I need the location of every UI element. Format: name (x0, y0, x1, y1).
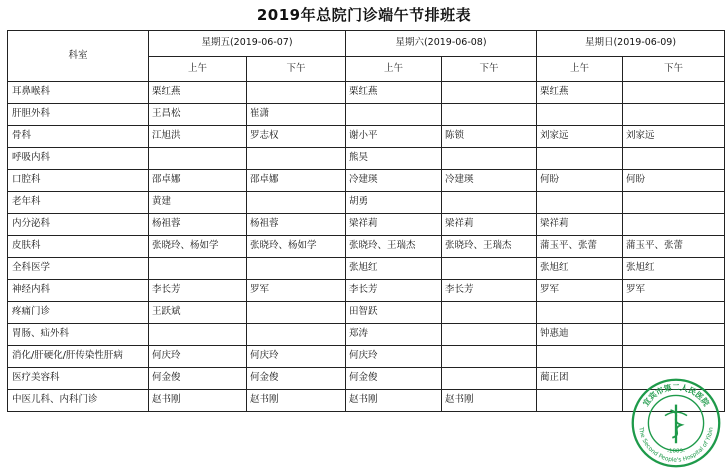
doctor-cell (537, 148, 623, 170)
doctor-cell: 陈锁 (442, 126, 537, 148)
doctor-cell: 张晓玲、杨如学 (247, 236, 346, 258)
doctor-cell (247, 324, 346, 346)
dept-cell: 胃肠、疝外科 (8, 324, 149, 346)
svg-text:-1889-: -1889- (666, 448, 686, 455)
doctor-cell (247, 302, 346, 324)
doctor-cell (623, 192, 725, 214)
doctor-cell (247, 258, 346, 280)
day-header-sunday: 星期日(2019-06-09) (537, 31, 725, 57)
doctor-cell: 王跃斌 (149, 302, 247, 324)
dept-cell: 耳鼻喉科 (8, 82, 149, 104)
table-row (8, 346, 725, 368)
doctor-cell: 谢小平 (346, 126, 442, 148)
doctor-cell: 李长芳 (442, 280, 537, 302)
doctor-cell (623, 214, 725, 236)
doctor-cell: 何庆玲 (149, 346, 247, 368)
doctor-cell (537, 390, 623, 412)
doctor-cell: 邵卓娜 (149, 170, 247, 192)
table-row (8, 192, 725, 214)
doctor-cell: 张晓玲、王瑞杰 (346, 236, 442, 258)
doctor-cell: 罗志权 (247, 126, 346, 148)
dept-cell: 中医儿科、内科门诊 (8, 390, 149, 412)
dept-cell: 皮肤科 (8, 236, 149, 258)
dept-cell: 疼痛门诊 (8, 302, 149, 324)
doctor-cell: 郑涛 (346, 324, 442, 346)
doctor-cell: 何金俊 (346, 368, 442, 390)
doctor-cell: 蒲玉平、张蕾 (623, 236, 725, 258)
doctor-cell (346, 104, 442, 126)
am-header: 上午 (537, 57, 623, 82)
doctor-cell (247, 192, 346, 214)
doctor-cell (442, 192, 537, 214)
doctor-cell (149, 258, 247, 280)
doctor-cell (623, 148, 725, 170)
day-header-friday: 星期五(2019-06-07) (149, 31, 346, 57)
hospital-seal-icon (630, 377, 722, 469)
doctor-cell: 李长芳 (346, 280, 442, 302)
dept-cell: 消化/肝硬化/肝传染性肝病 (8, 346, 149, 368)
day-header-saturday: 星期六(2019-06-08) (346, 31, 537, 57)
doctor-cell: 栗红燕 (346, 82, 442, 104)
doctor-cell: 赵书刚 (247, 390, 346, 412)
doctor-cell (442, 324, 537, 346)
doctor-cell: 何盼 (537, 170, 623, 192)
doctor-cell (537, 302, 623, 324)
doctor-cell (623, 302, 725, 324)
dept-cell: 全科医学 (8, 258, 149, 280)
table-row (8, 126, 725, 148)
doctor-cell: 杨祖蓉 (247, 214, 346, 236)
doctor-cell: 蔺正团 (537, 368, 623, 390)
dept-cell: 老年科 (8, 192, 149, 214)
table-row (8, 258, 725, 280)
doctor-cell (623, 104, 725, 126)
schedule-table (7, 30, 725, 412)
dept-cell: 肝胆外科 (8, 104, 149, 126)
doctor-cell: 罗军 (623, 280, 725, 302)
doctor-cell (537, 346, 623, 368)
doctor-cell (623, 346, 725, 368)
dept-cell: 医疗美容科 (8, 368, 149, 390)
am-header: 上午 (346, 57, 442, 82)
doctor-cell: 冷建瑛 (442, 170, 537, 192)
dept-header: 科室 (8, 31, 149, 82)
am-header: 上午 (149, 57, 247, 82)
doctor-cell: 何金俊 (247, 368, 346, 390)
table-row (8, 214, 725, 236)
doctor-cell (442, 258, 537, 280)
doctor-cell (442, 82, 537, 104)
table-row (8, 104, 725, 126)
header-row-days (8, 31, 725, 57)
doctor-cell: 熊昊 (346, 148, 442, 170)
pm-header: 下午 (247, 57, 346, 82)
doctor-cell: 赵书刚 (442, 390, 537, 412)
dept-cell: 口腔科 (8, 170, 149, 192)
doctor-cell: 梁祥莉 (442, 214, 537, 236)
doctor-cell: 栗红燕 (149, 82, 247, 104)
table-row (8, 82, 725, 104)
doctor-cell: 张晓玲、王瑞杰 (442, 236, 537, 258)
doctor-cell: 江旭洪 (149, 126, 247, 148)
doctor-cell: 梁祥莉 (346, 214, 442, 236)
doctor-cell: 钟惠迪 (537, 324, 623, 346)
table-row (8, 170, 725, 192)
pm-header: 下午 (442, 57, 537, 82)
doctor-cell: 刘家远 (623, 126, 725, 148)
table-row (8, 390, 725, 412)
doctor-cell (442, 148, 537, 170)
doctor-cell: 冷建瑛 (346, 170, 442, 192)
doctor-cell: 赵书刚 (149, 390, 247, 412)
doctor-cell (442, 346, 537, 368)
doctor-cell: 何庆玲 (247, 346, 346, 368)
doctor-cell: 张旭红 (346, 258, 442, 280)
doctor-cell (537, 104, 623, 126)
doctor-cell: 何盼 (623, 170, 725, 192)
table-row (8, 302, 725, 324)
table-row (8, 324, 725, 346)
doctor-cell: 张旭红 (537, 258, 623, 280)
doctor-cell: 栗红燕 (537, 82, 623, 104)
svg-text:The Second People's Hospital o: The Second People's Hospital of Yibin (637, 426, 715, 464)
table-row (8, 280, 725, 302)
pm-header: 下午 (623, 57, 725, 82)
doctor-cell (623, 324, 725, 346)
doctor-cell: 田智跃 (346, 302, 442, 324)
doctor-cell (623, 82, 725, 104)
doctor-cell: 杨祖蓉 (149, 214, 247, 236)
svg-text:宜宾市第二人民医院: 宜宾市第二人民医院 (641, 382, 711, 408)
dept-cell: 呼吸内科 (8, 148, 149, 170)
doctor-cell (442, 368, 537, 390)
doctor-cell: 罗军 (537, 280, 623, 302)
table-row (8, 368, 725, 390)
dept-cell: 神经内科 (8, 280, 149, 302)
doctor-cell: 黄建 (149, 192, 247, 214)
doctor-cell (149, 324, 247, 346)
doctor-cell: 罗军 (247, 280, 346, 302)
doctor-cell (442, 104, 537, 126)
dept-cell: 骨科 (8, 126, 149, 148)
doctor-cell: 刘家远 (537, 126, 623, 148)
doctor-cell: 张晓玲、杨如学 (149, 236, 247, 258)
dept-cell: 内分泌科 (8, 214, 149, 236)
doctor-cell: 崔潇 (247, 104, 346, 126)
doctor-cell (442, 302, 537, 324)
doctor-cell: 胡勇 (346, 192, 442, 214)
doctor-cell: 李长芳 (149, 280, 247, 302)
doctor-cell (247, 82, 346, 104)
table-row (8, 236, 725, 258)
doctor-cell (537, 192, 623, 214)
doctor-cell: 何金俊 (149, 368, 247, 390)
page-title: 2019年总院门诊端午节排班表 (256, 6, 472, 24)
table-row (8, 148, 725, 170)
doctor-cell: 何庆玲 (346, 346, 442, 368)
schedule-body (8, 82, 725, 412)
doctor-cell (247, 148, 346, 170)
doctor-cell: 蒲玉平、张蕾 (537, 236, 623, 258)
doctor-cell (149, 148, 247, 170)
doctor-cell: 王昌松 (149, 104, 247, 126)
doctor-cell: 梁祥莉 (537, 214, 623, 236)
doctor-cell: 张旭红 (623, 258, 725, 280)
doctor-cell: 邵卓娜 (247, 170, 346, 192)
doctor-cell: 赵书刚 (346, 390, 442, 412)
